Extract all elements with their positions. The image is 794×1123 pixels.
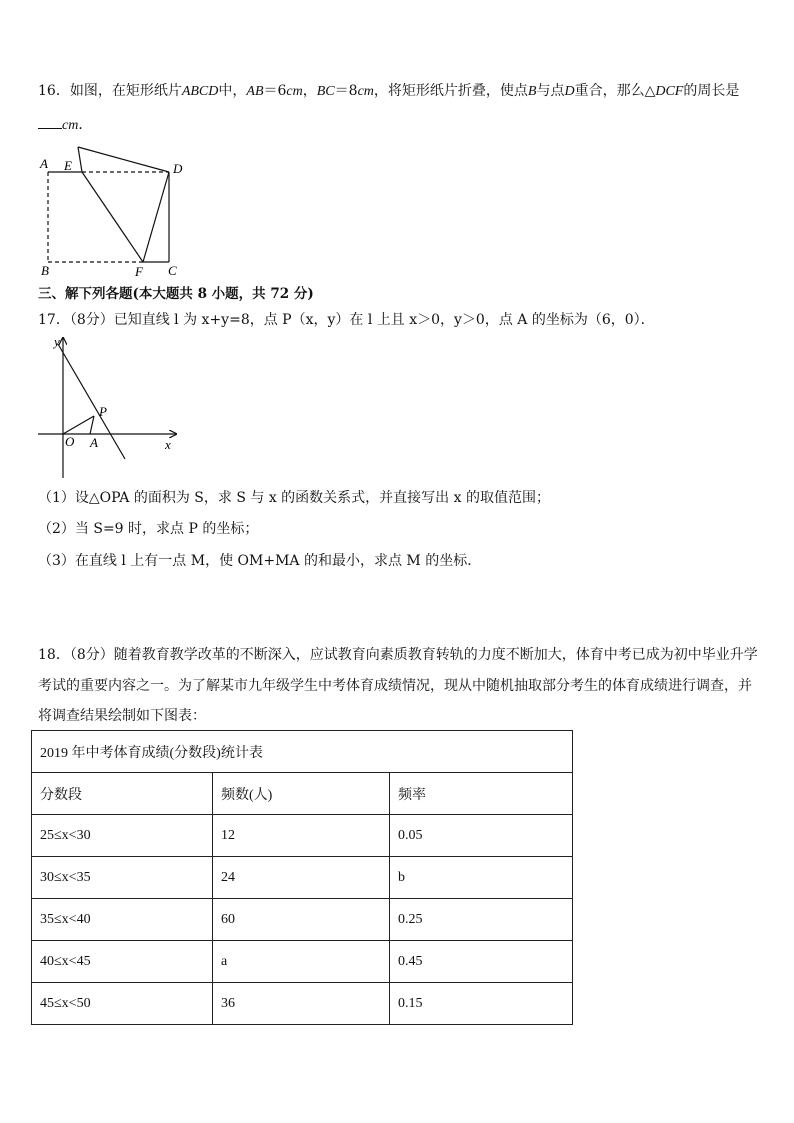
cell-count: a (213, 941, 390, 983)
label-b: B (41, 263, 49, 278)
q16-unit: cm (286, 84, 303, 99)
table-header-row (32, 773, 573, 815)
score-table (31, 730, 573, 1025)
cell-rate: 0.25 (390, 899, 573, 941)
table-row (32, 899, 573, 941)
q16-text: 的周长是 (683, 83, 740, 99)
q16-unit: cm (357, 84, 374, 99)
q16-text: ，将矩形纸片折叠，使点 (373, 83, 528, 99)
q17-part1: （1）设△OPA 的面积为 S，求 S 与 x 的函数关系式，并直接写出 x 的取值范围； (38, 490, 550, 506)
header-frequency: 频数(人) (213, 773, 390, 815)
header-score-range: 分数段 (32, 773, 213, 815)
q17-figure (30, 332, 190, 482)
section-title: 三、解下列各题(本大题共 8 小题，共 72 分) (38, 286, 314, 302)
fold-ef (82, 172, 143, 262)
q16-unit: cm (62, 118, 79, 133)
cell-count: 12 (213, 815, 390, 857)
q16-text: 与点 (536, 83, 565, 99)
q16-line2 (38, 116, 92, 135)
flap-top (78, 147, 169, 172)
table-row (32, 941, 573, 983)
segment-pa (90, 416, 94, 434)
cell-range: 35≤x<40 (32, 899, 213, 941)
q16-text: 重合，那么△ (574, 83, 656, 99)
q17-part3: （3）在直线 l 上有一点 M，使 OM+MA 的和最小，求点 M 的坐标． (38, 553, 482, 569)
q16-triangle: DCF (655, 84, 684, 99)
header-rate: 频率 (390, 773, 573, 815)
label-e: E (64, 158, 72, 173)
label-o: O (65, 434, 75, 449)
table-title: 2019 年中考体育成绩(分数段)统计表 (32, 731, 573, 773)
q18-line2: 考试的重要内容之一。为了解某市九年级学生中考体育成绩情况，现从中随机抽取部分考生的体育成绩进行调查，并 (38, 678, 752, 694)
cell-range: 30≤x<35 (32, 857, 213, 899)
cell-count: 24 (213, 857, 390, 899)
cell-count: 36 (213, 983, 390, 1025)
q16-ab-value: ＝6 (263, 83, 287, 99)
label-a: A (90, 435, 98, 450)
table-row (32, 983, 573, 1025)
table-row (32, 815, 573, 857)
cell-rate: 0.45 (390, 941, 573, 983)
cell-range: 45≤x<50 (32, 983, 213, 1025)
q18-line3: 将调查结果绘制如下图表： (38, 708, 206, 724)
table-row (32, 857, 573, 899)
q16-text: ， (302, 83, 317, 99)
label-f: F (135, 264, 143, 279)
cell-count: 60 (213, 899, 390, 941)
label-y: y (54, 334, 60, 349)
q16-rect-name: ABCD (181, 84, 219, 99)
q16-figure (30, 140, 200, 280)
cell-rate: 0.05 (390, 815, 573, 857)
q16-text: ． (78, 117, 93, 133)
segment-op (63, 416, 94, 434)
q16-bc-value: ＝8 (334, 83, 358, 99)
cell-rate: 0.15 (390, 983, 573, 1025)
label-d: D (173, 161, 183, 176)
q16-text: 中， (218, 83, 247, 99)
answer-blank (38, 116, 62, 129)
q18-line1: 18．（8分）随着教育教学改革的不断深入，应试教育向素质教育转轨的力度不断加大，体育中考已成为初中毕业升学 (38, 647, 758, 663)
cell-range: 40≤x<45 (32, 941, 213, 983)
q16-line1 (38, 82, 739, 101)
q16-bc: BC (316, 84, 335, 99)
cell-range: 25≤x<30 (32, 815, 213, 857)
q16-point-d: D (564, 84, 575, 99)
q17-part2: （2）当 S=9 时，求点 P 的坐标； (38, 521, 259, 537)
label-c: C (168, 263, 177, 278)
q17-axes (38, 338, 176, 478)
cell-rate: b (390, 857, 573, 899)
label-p: P (99, 404, 107, 419)
label-a: A (40, 156, 48, 171)
q17-stem: 17．（8分）已知直线 l 为 x+y=8，点 P（x，y）在 l 上且 x＞0，y＞0，点 A 的坐标为（6，0）． (38, 312, 655, 328)
q16-text: 16．如图，在矩形纸片 (38, 83, 182, 99)
table-title-row (32, 731, 573, 773)
flap-e-side (78, 147, 82, 172)
q16-ab: AB (246, 84, 264, 99)
label-x: x (165, 437, 171, 452)
q16-point-b: B (527, 84, 537, 99)
fold-df (143, 172, 169, 262)
